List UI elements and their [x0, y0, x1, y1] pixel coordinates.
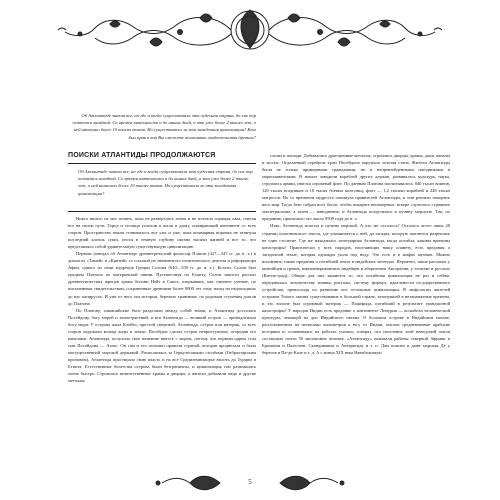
intro-text: Об Атлантиде знают все, но где и когда существовала эта чудесная страна, до сих пор остается загадкой. Со времен античности и до наших дней, а это уже более 2 тысяч лет, о ней написано более 10 тысяч томов. Но существовала ли эта загадочная цивилизация? Кто был прав и как Вы сможете толковать свидетельства древних?: [72, 113, 256, 140]
left-column: [68, 215, 256, 384]
left-paragraph: Первым поведал об Атлантиде древнегреческий философ Платон (427—347 гг. до н. э.) в диалогах «Тимей» и «Критий» со ссылкой на знаменитого политического деятеля и реформатора Афин, одного из семи мудрецов Греции Солона (640—559 гг. до н. э.). Кстати, Солон был предком Платона по материнской линии. Путешествуя по Египту, Солон записал рассказ древнеегипетских жрецов храма богини Нейт в Саисе, открывших, как считают ученые, по письменным свидетельствам, сохраненные древними более 9000 лет тому назад на недошедших до нас папирусах. И уже от него эти истории, бережно хранимые, по родовым ступеням дошли до Платона.: [68, 251, 256, 306]
header-ornament: [50, 4, 450, 56]
left-paragraph: Никто ничего не мог понять, пока не разверзлась земля и не потекла горящая лава, сметая все на своем пути. Город и столица утопали в пыли и дыму, пожирающий континент со всех сторон. Пространство земли становилось все уже и уже, пока кошмарная воронка не затянула последний клочок суши, унося в темную глубину океана тысячи жизней и все то, что представляло собой удивительную существующую цивилизацию.: [68, 216, 256, 250]
right-column: [262, 152, 450, 356]
right-paragraph: слоны и пошади. Добывались драгоценные металлы, строились дворцы, храмы, доки, каналы и мосты. Отделанный серебром храм Посейдона окружала золотая стена. Жители Атлантиды были не только примерными гражданами, но и непревзойденными наездниками и мореплавателями. В начале заводили кораблей других держав, развивалась культура, наука, строились армии, имелся огромный флот. По данным Платона насчитывалось 840 тысяч воинов, 120 тысяч всадников и 10 тысяч боевых колесниц, флот — 1,2 тысячи кораблей и 240 тысяч матросов. Но со временем мудрость покинула правителей Атлантиды, и они решили покорить весь мир. Тогда Зевс собрал всех богов, чтобы покарать непокорных: вскоре случилось страшное землетрясение, а затем — наводнение, и Атлантида погрузилась в пучину морскую. Так, по преданию, произошло это около 9500 года до н. э.: [262, 153, 450, 222]
page-number: 5: [248, 478, 252, 486]
right-paragraph: Итак, Атлантида исчезла в пучине морской. А что же осталось? Осталось всего лишь 20 страниц платоновского текста, где упоминается о ней, да загадка, которую пытаются разрешить не одно столетие. Где же находилась легендарная Атлантида, когда погибла, каковы причины катастрофы? Практически у всех народов, населяющих нашу планету, есть предания о загадочной земле, которая однажды ушла под воду. Это есть и в мифах ацтеков. Можно вспомнить также предания о погибшей земле в индейских легендах. Вероятно, такие рассказы у кинтайцев и греков, южноамериканских индейцев и аборигенов Австралии, у египтян и русских (Китеж-град). Общие для них являются то, что погибшая цивилизация не раз и сейчас передавалась человечеству знания, ритуалы, систему формул, идеальности государственного устройства, превосходя по развитию все остальные цивилизации. В мифологии жителей островов Тихого океана существование в большой стране, затонувшей в незапамятные времена, и это вполне был огромный материк — Пацифида, погибший в результате грандиозной катастрофы? У народов Индии есть предание о континенте Лемурия — колыбели человеческой культуры, лежащей на дно Индийского океана. О большом острове в Индийском океане, расположенном на несколько километров к югу от Индии, писали средневековые арабские историки и, основываясь на работах ученых, говорят, что население этой неведомой земли составляло почти 50 миллионов человек. «Атлантиду» называли районы северной Африки и Бразилии и Палестин, Скандинавии и Антарктиде и т. п. Дам поиски и даже морская Дё у берегов и Па-де-Кале и т. д. А с конца XIX века Наваболишую: [262, 223, 450, 356]
lead-paragraph: Об Атлантиде знают все, но где и когда существовала эта чудесная страна, до сих пор остается загадкой. Со времен античности и до наших дней, а это уже более 2 тысяч лет, о ней написано более 10 тысяч томов. Но существовала ли эта загадочная цивилизация?: [68, 163, 256, 212]
left-paragraph: По Платону, олимпийские боги разделили между собой земли, и Атлантида досталась Посейдону, богу морей и землетрясений, и вся Атлантида — великий остров — принадлежала богу моря. У острова жила Клейто, простой смертной. Атлантида, остров или материк, со всех сторон окружали кольца воды и земли. Посейдон сделал остров неприступным, огородив его каналами. Атлантида, получила свое название вместе с морем, потому что первым царем стал сын Посейдона — Атлас. Он сам и его потомки правили страной, которая процветала и была могущественной морской державой. Располагаясь за Геркулесовыми столбами (Гибралтарским проливом), Атлантида простирала свою власть и на все Средиземноморье вплоть до Турции и Египта. Естественные богатства острова были безграничны, и цивилизация там развивалась очень быстро. Строились величественные храмы и дворцы, а жители добывали медь и другие металлы.: [68, 307, 256, 384]
section-title: ПОИСКИ АТЛАНТИДЫ ПРОДОЛЖАЮТСЯ: [68, 152, 216, 159]
